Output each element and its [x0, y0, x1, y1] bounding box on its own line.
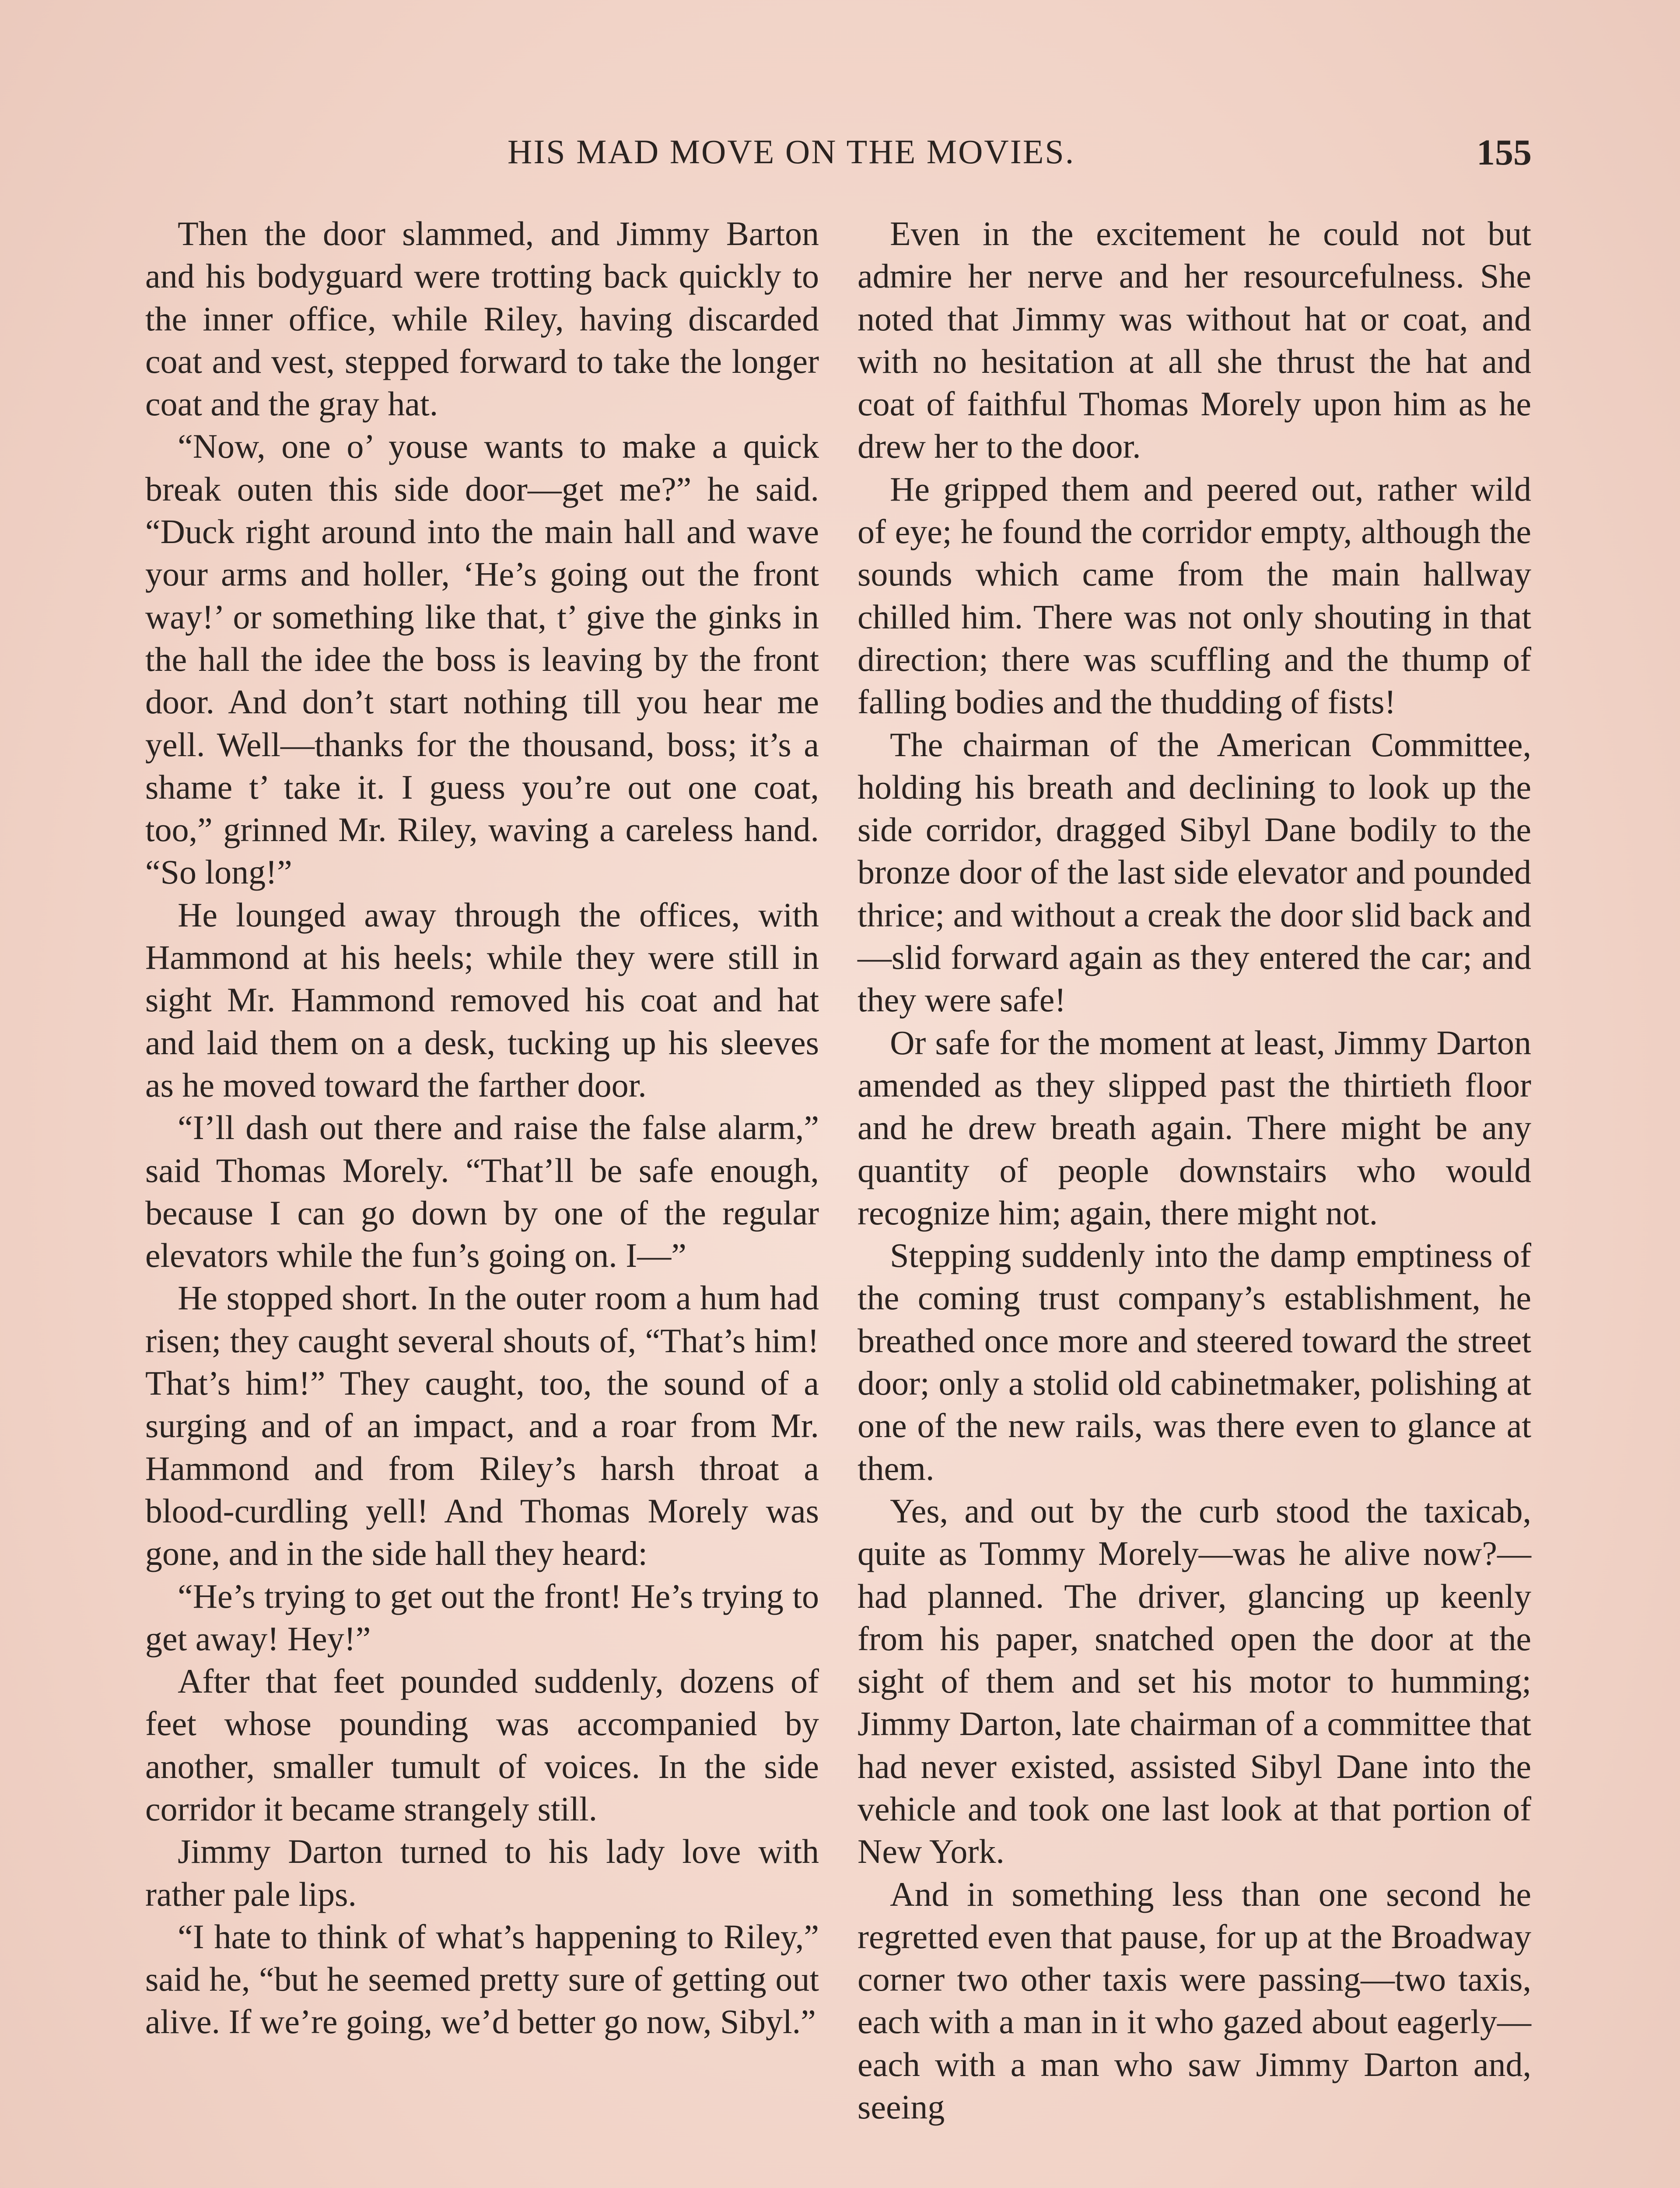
paragraph: Even in the excitement he could not but admire her nerve and her resourcefulness. She noted that Jimmy was without hat or coat, and with no hesitation at all she thrust the hat and coat of faithful Thomas Morely upon him as he drew her to the door.	[858, 214, 1531, 466]
paragraph: Or safe for the moment at least, Jimmy Darton amended as they slipped past the thirtieth floor and he drew breath again. There might be any quantity of people downstairs who would recognize him; again, there might not.	[858, 1023, 1531, 1232]
paragraph: “I’ll dash out there and raise the false alarm,” said Thomas Morely. “That’ll be safe enough, because I can go down by one of the regular elevators while the fun’s going on. I—”	[145, 1108, 819, 1275]
paragraph: Yes, and out by the curb stood the taxicab, quite as Tommy Morely—was he alive now?—had planned. The driver, glancing up keenly from his paper, snatched open the door at the sight of them and set his motor to humming; Jimmy Darton, late chairman of a committee that had never existed, assisted Sibyl Dane into the vehicle and took one last look at that portion of New York.	[858, 1491, 1531, 1871]
paragraph: The chairman of the American Committee, holding his breath and declining to look up the side corridor, dragged Sibyl Dane bodily to the bronze door of the last side elevator and pounded thrice; and without a creak the door slid back and—slid forward again as they entered the car; and they were safe!	[858, 725, 1531, 1019]
paragraph: After that feet pounded suddenly, dozens of feet whose pounding was accompanied by another, smaller tumult of voices. In the side corridor it became strangely still.	[145, 1662, 819, 1828]
left-column	[145, 212, 819, 2043]
paragraph: He stopped short. In the outer room a hum had risen; they caught several shouts of, “That’s him! That’s him!” They caught, too, the sound of a surging and of an impact, and a roar from Mr. Hammond and from Riley’s harsh throat a blood-curdling yell! And Thomas Morely was gone, and in the side hall they heard:	[145, 1279, 819, 1573]
paragraph: “He’s trying to get out the front! He’s trying to get away! Hey!”	[145, 1577, 819, 1658]
right-column	[858, 212, 1531, 2128]
page-number: 155	[1477, 132, 1532, 173]
paragraph: Stepping suddenly into the damp emptiness of the coming trust company’s establishment, he breathed once more and steered toward the street door; only a stolid old cabinetmaker, polishing at one of the new rails, was there even to glance at them.	[858, 1236, 1531, 1487]
running-title: HIS MAD MOVE ON THE MOVIES.	[508, 133, 1075, 171]
paragraph: And in something less than one second he regretted even that pause, for up at the Broadway corner two other taxis were passing—two taxis, each with a man in it who gazed about eagerly—each with a man who saw Jimmy Darton and, seeing	[858, 1875, 1531, 2126]
paragraph: He gripped them and peered out, rather wild of eye; he found the corridor empty, although the sounds which came from the main hallway chilled him. There was not only shouting in that direction; there was scuffling and the thump of falling bodies and the thudding of fists!	[858, 470, 1531, 721]
paragraph: “Now, one o’ youse wants to make a quick break outen this side door—get me?” he said. “Duck right around into the main hall and wave your arms and holler, ‘He’s going out the front way!’ or something like that, t’ give the ginks in the hall the idee the boss is leaving by the front door. And don’t start nothing till you hear me yell. Well—thanks for the thousand, boss; it’s a shame t’ take it. I guess you’re out one coat, too,” grinned Mr. Riley, waving a careless hand. “So long!”	[145, 427, 819, 891]
paragraph: He lounged away through the offices, with Hammond at his heels; while they were still in sight Mr. Hammond removed his coat and hat and laid them on a desk, tucking up his sleeves as he moved toward the farther door.	[145, 895, 819, 1104]
paragraph: Jimmy Darton turned to his lady love with rather pale lips.	[145, 1832, 819, 1913]
paragraph: Then the door slammed, and Jimmy Barton and his bodyguard were trotting back quickly to the inner office, while Riley, having discarded coat and vest, stepped forward to take the longer coat and the gray hat.	[145, 214, 819, 423]
paragraph: “I hate to think of what’s happening to Riley,” said he, “but he seemed pretty sure of getting out alive. If we’re going, we’d better go now, Sibyl.”	[145, 1917, 819, 2041]
